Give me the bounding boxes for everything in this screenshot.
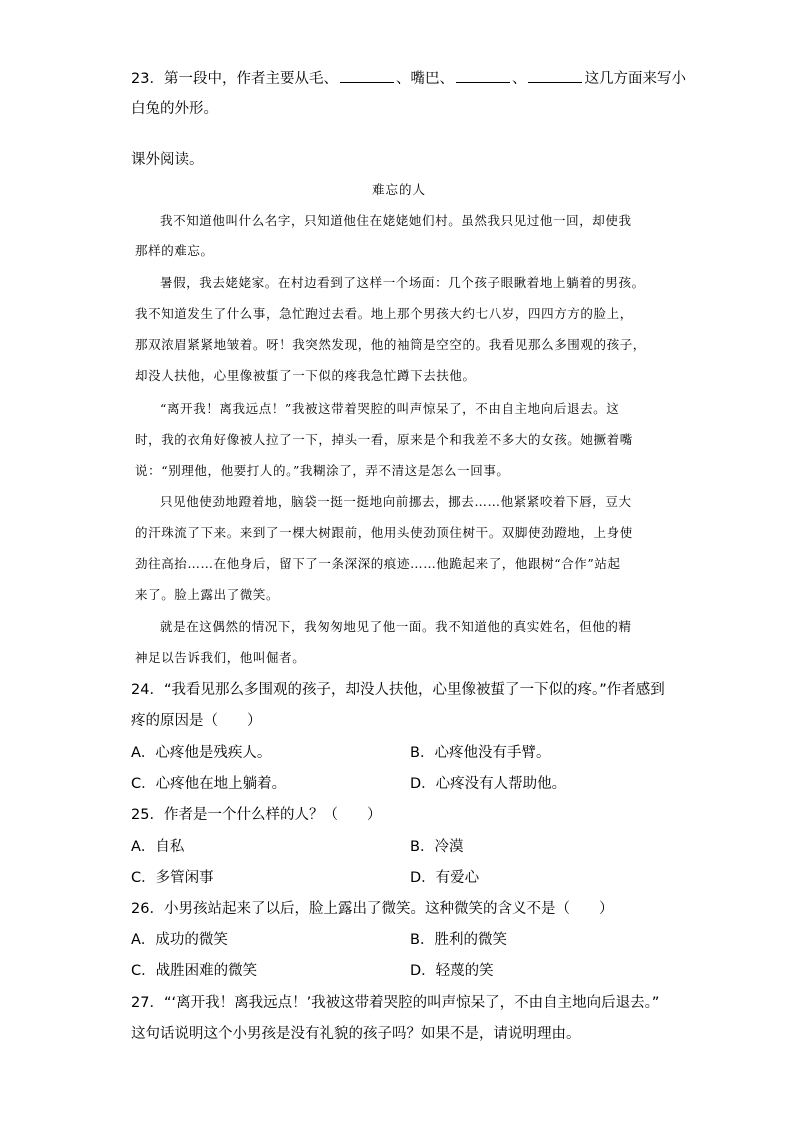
q27-stem-line1: 27．“‘离开我！离我远点！’我被这带着哭腔的叫声惊呆了，不由自主地向后退去。” — [131, 995, 660, 1011]
story-line: 就是在这偶然的情况下，我匆匆地见了他一面。我不知道他的真实姓名，但他的精 — [160, 619, 632, 634]
story-line: 劲往高抬……在他身后，留下了一条深深的痕迹……他跪起来了，他跟树“合作”站起 — [135, 556, 621, 571]
q23-suffix: 这几方面来写小 — [584, 71, 686, 87]
q24-option-b[interactable]: B．心疼他没有手臂。 — [410, 745, 551, 761]
story-line: 神足以告诉我们，他叫倔者。 — [135, 650, 306, 665]
q25-option-c[interactable]: C．多管闲事 — [131, 870, 214, 886]
q24-stem-line1: 24．“我看见那么多围观的孩子，却没人扶他，心里像被蜇了一下似的疼。”作者感到 — [131, 682, 665, 698]
q24-option-a[interactable]: A．心疼他是残疾人。 — [131, 745, 272, 761]
q23-prefix: 23．第一段中，作者主要从毛、 — [131, 71, 338, 87]
q25-option-a[interactable]: A．自私 — [131, 839, 185, 855]
story-line: 来了。脸上露出了微笑。 — [135, 587, 280, 602]
q24-option-c[interactable]: C．心疼他在地上躺着。 — [131, 776, 287, 792]
story-line: 我不知道他叫什么名字，只知道他住在姥姥她们村。虽然我只见过他一回，却使我 — [160, 213, 632, 228]
story-title: 难忘的人 — [371, 182, 426, 197]
story-line: 那双浓眉紧紧地皱着。呀！我突然发现，他的袖筒是空空的。我看见那么多围观的孩子， — [135, 337, 646, 352]
section-title: 课外阅读。 — [131, 152, 204, 168]
q23-line2: 白兔的外形。 — [131, 101, 218, 117]
q23-sep1: 、嘴巴、 — [395, 71, 454, 87]
story-line: 却没人扶他，心里像被蜇了一下似的疼我急忙蹲下去扶他。 — [135, 368, 476, 383]
q26-stem: 26．小男孩站起来了以后，脸上露出了微笑。这种微笑的含义不是（ ） — [131, 901, 614, 917]
q25-option-b[interactable]: B．冷漠 — [410, 839, 464, 855]
q25-stem: 25．作者是一个什么样的人？（ ） — [131, 807, 382, 823]
story-line: “离开我！离我远点！”我被这带着哭腔的叫声惊呆了，不由自主地向后退去。这 — [160, 401, 620, 416]
q26-option-c[interactable]: C．战胜困难的微笑 — [131, 963, 258, 979]
story-line: 那样的难忘。 — [135, 243, 214, 258]
q25-option-d[interactable]: D．有爱心 — [410, 870, 480, 886]
q23-blank-1[interactable] — [340, 68, 394, 83]
q26-option-a[interactable]: A．成功的微笑 — [131, 932, 228, 948]
q24-option-d[interactable]: D．心疼没有人帮助他。 — [410, 776, 567, 792]
story-line: 我不知道发生了什么事，急忙跑过去看。地上那个男孩大约七八岁，四四方方的脸上， — [135, 306, 633, 321]
story-line: 暑假，我去姥姥家。在村边看到了这样一个场面：几个孩子眼瞅着地上躺着的男孩。 — [160, 275, 645, 290]
story-line: 只见他使劲地蹬着地，脑袋一挺一挺地向前挪去，挪去……他紧紧咬着下唇，豆大 — [160, 494, 632, 509]
q26-option-b[interactable]: B．胜利的微笑 — [410, 932, 507, 948]
q23-line1 — [131, 68, 686, 88]
q23-sep2: 、 — [511, 71, 527, 87]
q26-option-d[interactable]: D．轻蔑的笑 — [410, 963, 494, 979]
q23-blank-3[interactable] — [528, 68, 582, 83]
q27-stem-line2: 这句话说明这个小男孩是没有礼貌的孩子吗？如果不是，请说明理由。 — [131, 1026, 581, 1042]
q23-blank-2[interactable] — [456, 68, 510, 83]
story-line: 的汗珠流了下来。来到了一棵大树跟前，他用头使劲顶住树干。双脚使劲蹬地，上身使 — [135, 525, 633, 540]
story-line: 时，我的衣角好像被人拉了一下，掉头一看，原来是个和我差不多大的女孩。她撅着嘴 — [135, 432, 633, 447]
q24-stem-line2: 疼的原因是（ ） — [131, 713, 262, 729]
story-line: 说：“别理他，他要打人的。”我糊涂了，弄不清这是怎么一回事。 — [135, 463, 510, 478]
